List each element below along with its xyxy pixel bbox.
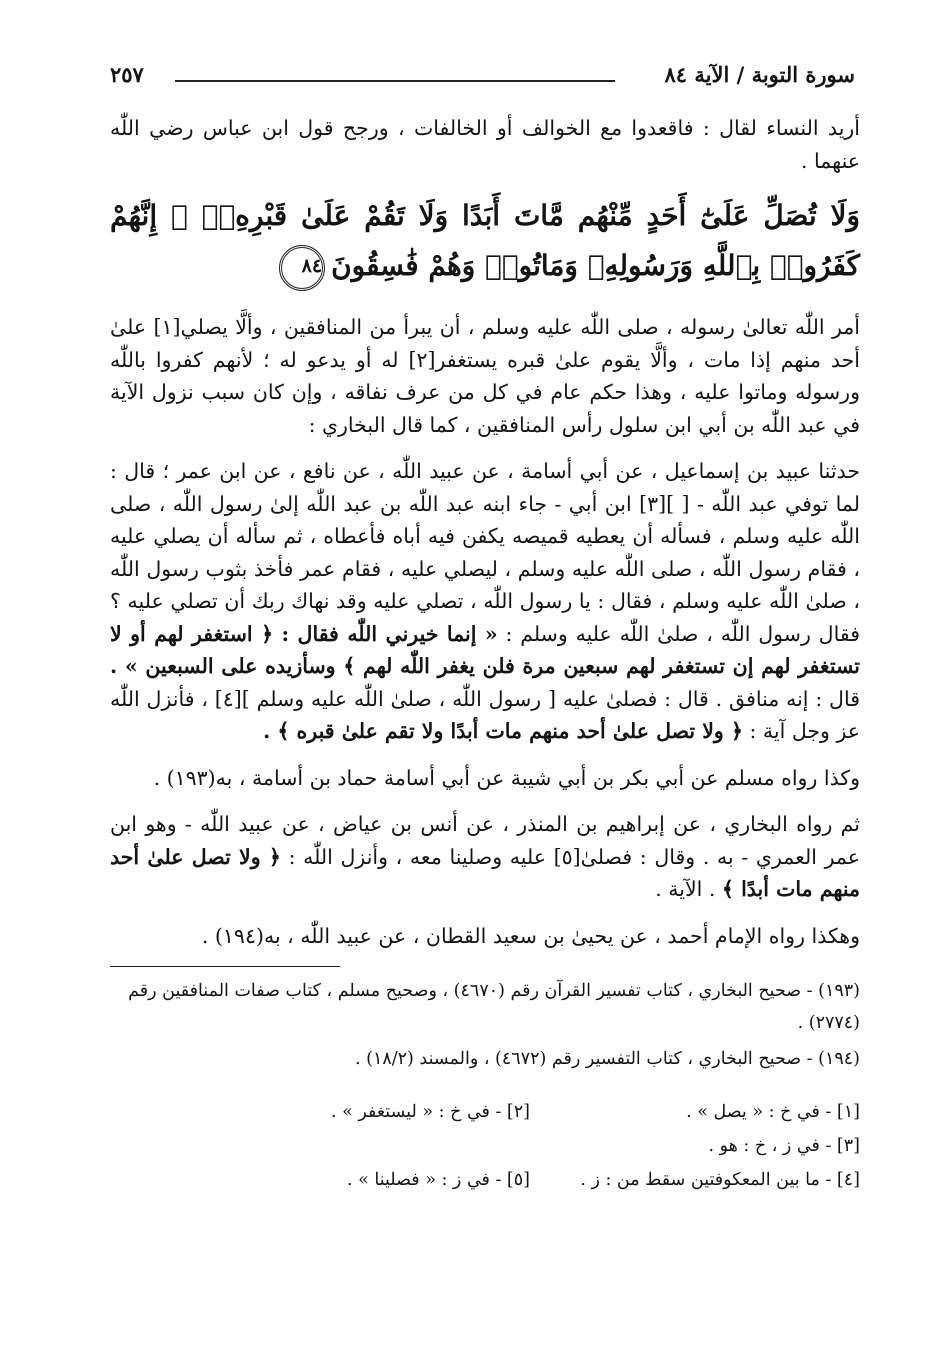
paragraph-ahmad: وهكذا رواه الإمام أحمد ، عن يحيىٰ بن سعيد القطان ، عن عبيد اللّٰه ، به(١٩٤) . <box>201 923 860 948</box>
paragraph-commentary: أمر اللّٰه تعالىٰ رسوله ، صلى اللّٰه عليه وسلم ، أن يبرأ من المنافقين ، وألَّا يصلي[١] علىٰ أحد منهم إذا مات ، وألَّا يقوم علىٰ قبره يستغفر[٢] له أو يدعو له ؛ لأنهم كفروا باللّٰه ورسوله وماتوا عليه ، وهذا حكم عام في كل من عرف نفاقه ، وإن كان سبب نزول الآية في عبد اللّٰه بن أبي ابن سلول رأس المنافقين ، كما قال البخاري : <box>110 315 860 437</box>
prophet-quote: « إنما خيرني اللّٰه فقال : ﴿ استغفر لهم أو لا تستغفر لهم إن تستغفر لهم سبعين مرة فلن يغفر اللّٰه لهم ﴾ وسأزيده على السبعين » . <box>110 621 860 678</box>
main-text <box>110 112 860 1197</box>
variant-2: [٢] - في خ : « ليستغفر » . <box>330 1102 530 1122</box>
variant-4: [٤] - ما بين المعكوفتين سقط من : ز . <box>580 1170 860 1190</box>
quran-verse <box>110 191 860 291</box>
footnote-rule <box>110 966 340 967</box>
paragraph-hadith-bukhari <box>110 455 860 748</box>
surah-title: سورة التوبة / الآية ٨٤ <box>664 62 855 87</box>
variant-row <box>110 1129 860 1163</box>
verse-number-marker: ٨٤ <box>279 245 325 291</box>
footnotes <box>110 975 860 1075</box>
narration-text: ثم رواه البخاري ، عن إبراهيم بن المنذر ، عن أنس بن عياض ، عن عبيد اللّٰه - وهو ابن عمر العمري - به . وقال : فصلىٰ[٥] عليه وصلينا معه ، وأنزل اللّٰه : <box>110 812 860 869</box>
variant-1: [١] - في خ : « يصل » . <box>686 1102 860 1122</box>
paragraph-second-narration <box>110 808 860 906</box>
hadith-narration: حدثنا عبيد بن إسماعيل ، عن أبي أسامة ، عن عبيد اللّٰه ، عن نافع ، عن ابن عمر ؛ قال : لما توفي عبد اللّٰه - [ ][٣] ابن أبي - جاء ابنه عبد اللّٰه بن عبد اللّٰه إلىٰ رسول اللّٰه ، صلى اللّٰه عليه وسلم ، فسأله أن يعطيه قميصه يكفن فيه أباه فأعطاه ، ثم سأله أن يصلي عليه ، فقام رسول اللّٰه ، صلى اللّٰه عليه وسلم ، ليصلي عليه ، فقام عمر فأخذ بثوب رسول اللّٰه ، صلىٰ اللّٰه عليه وسلم ، فقال : يا رسول اللّٰه ، تصلي عليه وقد نهاك ربك أن تصلي عليه ؟ فقال رسول اللّٰه ، صلىٰ اللّٰه عليه وسلم : <box>110 459 860 646</box>
variant-3: [٣] - في ز ، خ : هو . <box>708 1136 860 1156</box>
narration-end: . الآية . <box>655 877 716 901</box>
footnote-193: (١٩٣) - صحيح البخاري ، كتاب تفسير القرآن رقم (٤٦٧٠) ، وصحيح مسلم ، كتاب صفات المنافقين رقم (٢٧٧٤) . <box>128 981 860 1033</box>
manuscript-variants <box>110 1095 860 1197</box>
header-rule <box>175 80 615 82</box>
revealed-verse-quote: ﴿ ولا تصل علىٰ أحد منهم مات أبدًا ولا تقم علىٰ قبره ﴾ . <box>263 719 743 743</box>
page-header <box>110 62 855 96</box>
verse-quote: ﴿ ولا تصل علىٰ أحد منهم مات أبدًا ﴾ <box>110 844 860 901</box>
paragraph-muslim: وكذا رواه مسلم عن أبي بكر بن أبي شيبة عن أبي أسامة حماد بن أسامة ، به(١٩٣) . <box>153 765 860 790</box>
paragraph-intro: أريد النساء لقال : فاقعدوا مع الخوالف أو الخالفات ، ورجح قول ابن عباس رضي اللّٰه عنهما . <box>110 116 860 173</box>
variant-row <box>110 1095 860 1129</box>
variant-row <box>110 1163 860 1197</box>
variant-5: [٥] - في ز : « فصلينا » . <box>347 1170 530 1190</box>
footnote-194: (١٩٤) - صحيح البخاري ، كتاب التفسير رقم (٤٦٧٢) ، والمسند (١٨/٢) . <box>354 1049 860 1069</box>
page-number: ٢٥٧ <box>110 62 144 87</box>
hadith-continuation: قال : إنه منافق . قال : فصلىٰ عليه [ رسول اللّٰه ، صلىٰ اللّٰه عليه وسلم ][٤] ، فأنزل اللّٰه عز وجل آية : <box>110 686 860 743</box>
verse-text: وَلَا تُصَلِّ عَلَىٰٓ أَحَدٍ مِّنْهُم مَّاتَ أَبَدًا وَلَا تَقُمْ عَلَىٰ قَبْرِهِۦٓ ۖ إِنَّهُمْ كَفَرُوا۟ بِٱللَّهِ وَرَسُولِهِۦ وَمَاتُوا۟ وَهُمْ فَٰسِقُونَ <box>110 199 860 282</box>
